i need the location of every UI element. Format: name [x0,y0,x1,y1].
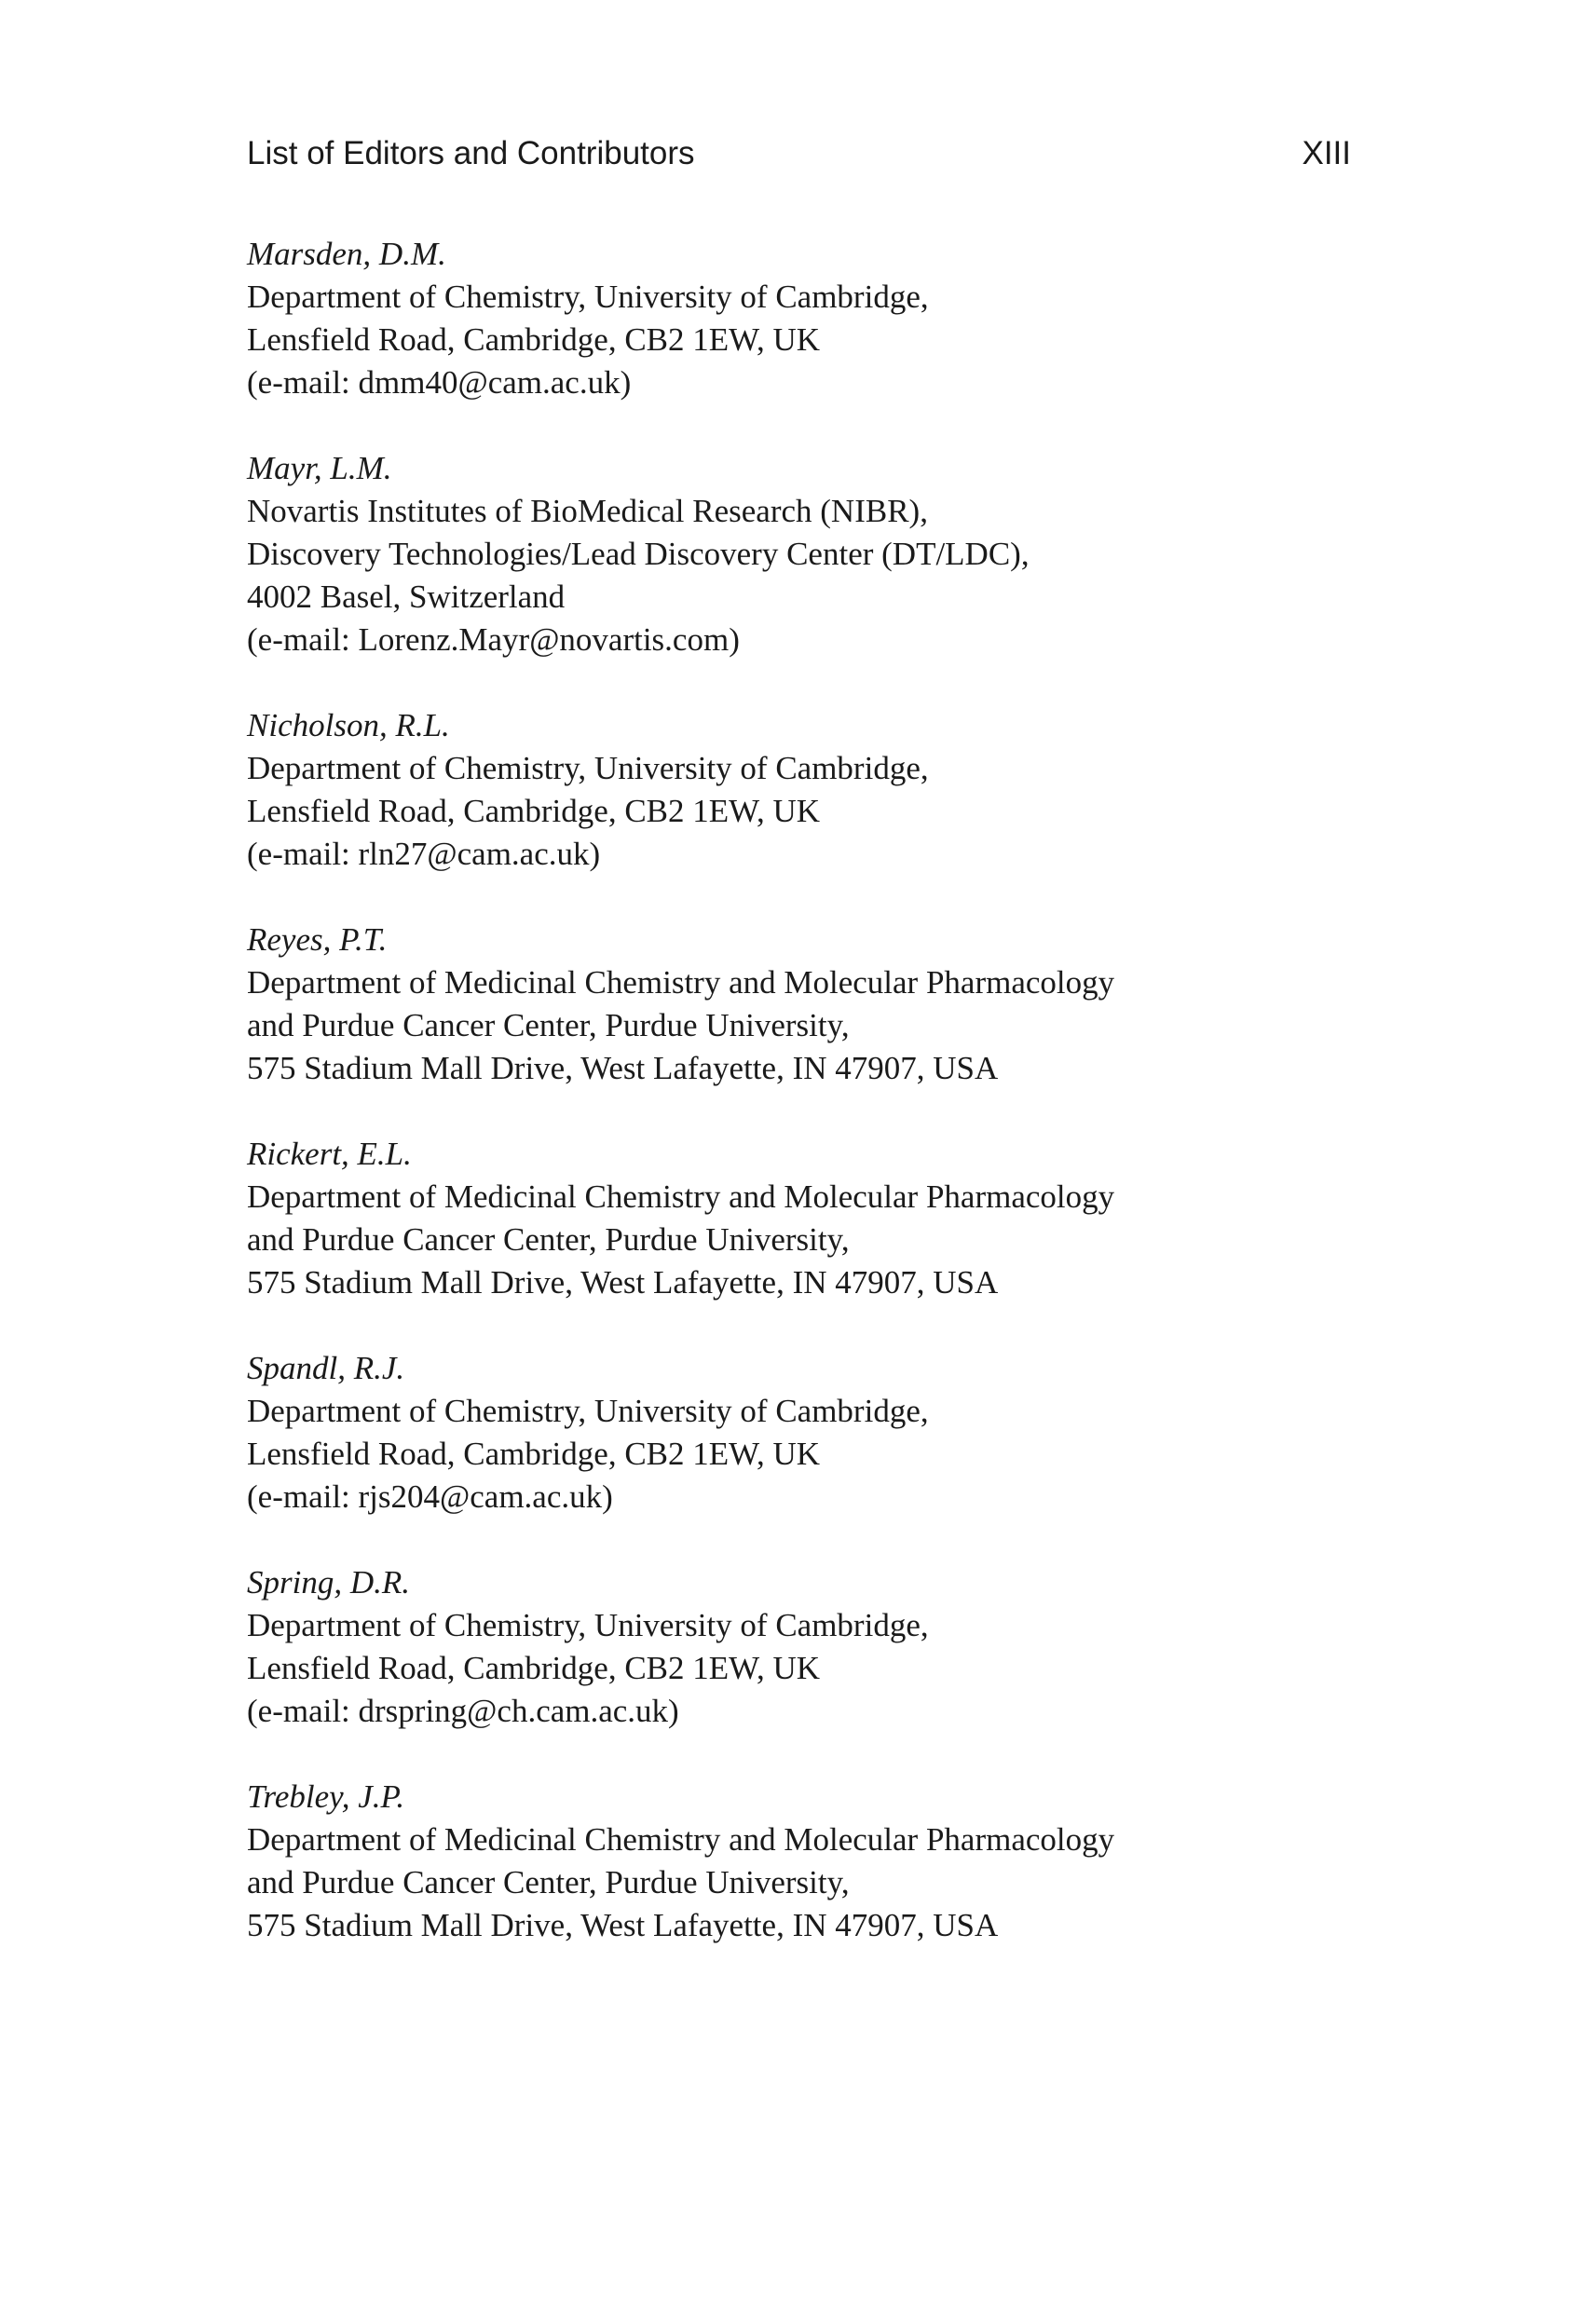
affiliation-line: Lensfield Road, Cambridge, CB2 1EW, UK [247,1436,821,1472]
contributor-entry [247,1561,1365,1733]
contributor-name: Marsden, D.M. [247,236,446,272]
contributor-entry [247,1133,1365,1304]
contributor-list [247,233,1365,1990]
contributor-name: Spandl, R.J. [247,1350,405,1386]
affiliation-line: Department of Chemistry, University of Cambridge, [247,1607,929,1643]
contributor-name: Rickert, E.L. [247,1136,412,1172]
affiliation-line: and Purdue Cancer Center, Purdue University, [247,1864,850,1900]
running-header [247,130,1351,177]
contributor-name: Trebley, J.P. [247,1778,405,1815]
affiliation-line: (e-mail: rjs204@cam.ac.uk) [247,1478,613,1515]
affiliation-line: 4002 Basel, Switzerland [247,579,566,615]
affiliation-line: (e-mail: dmm40@cam.ac.uk) [247,364,632,401]
contributor-name: Reyes, P.T. [247,921,388,958]
affiliation-line: Novartis Institutes of BioMedical Research (NIBR), [247,493,928,529]
contributor-entry [247,1776,1365,1947]
contributor-entry [247,919,1365,1090]
contributor-entry [247,447,1365,661]
affiliation-line: Department of Medicinal Chemistry and Molecular Pharmacology [247,964,1115,1001]
page-number: XIII [1302,135,1351,171]
affiliation-line: Lensfield Road, Cambridge, CB2 1EW, UK [247,321,821,358]
affiliation-line: (e-mail: Lorenz.Mayr@novartis.com) [247,621,740,658]
contributor-name: Nicholson, R.L. [247,707,450,743]
contributor-name: Mayr, L.M. [247,450,392,486]
affiliation-line: and Purdue Cancer Center, Purdue University, [247,1007,850,1043]
affiliation-line: Discovery Technologies/Lead Discovery Center (DT/LDC), [247,536,1030,572]
affiliation-line: Department of Chemistry, University of Cambridge, [247,1393,929,1429]
affiliation-line: 575 Stadium Mall Drive, West Lafayette, IN 47907, USA [247,1907,999,1943]
running-title: List of Editors and Contributors [247,135,695,171]
affiliation-line: (e-mail: rln27@cam.ac.uk) [247,836,601,872]
affiliation-line: (e-mail: drspring@ch.cam.ac.uk) [247,1693,679,1729]
contributor-entry [247,704,1365,876]
affiliation-line: 575 Stadium Mall Drive, West Lafayette, IN 47907, USA [247,1264,999,1301]
affiliation-line: Department of Medicinal Chemistry and Molecular Pharmacology [247,1821,1115,1858]
affiliation-line: 575 Stadium Mall Drive, West Lafayette, IN 47907, USA [247,1050,999,1086]
affiliation-line: Department of Chemistry, University of Cambridge, [247,279,929,315]
affiliation-line: Department of Medicinal Chemistry and Molecular Pharmacology [247,1178,1115,1215]
affiliation-line: Department of Chemistry, University of Cambridge, [247,750,929,786]
contributor-entry [247,1347,1365,1519]
contributor-entry [247,233,1365,404]
affiliation-line: and Purdue Cancer Center, Purdue University, [247,1221,850,1258]
affiliation-line: Lensfield Road, Cambridge, CB2 1EW, UK [247,1650,821,1686]
contributor-name: Spring, D.R. [247,1564,410,1601]
affiliation-line: Lensfield Road, Cambridge, CB2 1EW, UK [247,793,821,829]
